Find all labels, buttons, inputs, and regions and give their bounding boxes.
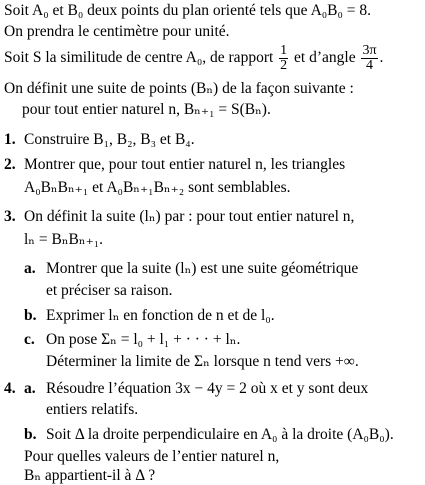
question-1-number: 1. (4, 131, 16, 148)
question-1-text: Construire B₁, B₂, B₃ et B₄. (24, 131, 195, 148)
intro-line-3-middle: et d’angle (294, 49, 356, 66)
question-3b-label: b. (24, 307, 37, 324)
fraction-three-pi-denominator: 4 (366, 57, 373, 73)
intro-line-3-end: . (379, 49, 384, 66)
intro-line-3-start: Soit S la similitude de centre A₀, de rapport (4, 49, 274, 66)
question-3-text-2: lₙ = BₙBₙ₊₁. (24, 231, 104, 248)
intro-line-2: On prendra le centimètre pour unité. (4, 23, 230, 40)
question-4b-text-1: Soit Δ la droite perpendiculaire en A₀ à la droite (A₀B₀). (46, 426, 394, 443)
question-3c-text-2: Déterminer la limite de Σₙ lorsque n tend vers +∞. (46, 353, 359, 370)
question-2-text-1: Montrer que, pour tout entier naturel n, les triangles (24, 156, 346, 173)
fraction-three-pi-over-four (361, 44, 377, 73)
question-4a-text-1: Résoudre l’équation 3x − 4y = 2 où x et y sont deux (46, 380, 369, 397)
fraction-three-pi-numerator: 3π (362, 42, 377, 58)
question-4a-text-2: entiers relatifs. (46, 401, 139, 418)
question-4a-label: a. (24, 380, 36, 397)
question-3-number: 3. (4, 208, 16, 225)
question-3a-text-2: et préciser sa raison. (46, 282, 173, 299)
intro-line-4: On définit une suite de points (Bₙ) de la façon suivante : (4, 80, 354, 97)
question-3a-label: a. (24, 260, 36, 277)
fraction-one-half-numerator: 1 (280, 42, 288, 58)
intro-line-3 (4, 43, 383, 73)
question-4b-label: b. (24, 426, 37, 443)
question-4b-text-2: Pour quelles valeurs de l’entier naturel n, (24, 448, 280, 465)
question-2-text-2: A₀BₙBₙ₊₁ et A₀Bₙ₊₁Bₙ₊₂ sont semblables. (24, 179, 291, 196)
intro-line-1: Soit A₀ et B₀ deux points du plan orienté tels que A₀B₀ = 8. (4, 2, 372, 19)
question-3c-label: c. (24, 331, 35, 348)
question-3a-text-1: Montrer que la suite (lₙ) est une suite géométrique (46, 260, 359, 277)
question-2-number: 2. (4, 156, 16, 173)
question-3b-text: Exprimer lₙ en fonction de n et de l₀. (46, 307, 275, 324)
fraction-one-half (279, 44, 288, 73)
intro-line-5: pour tout entier naturel n, Bₙ₊₁ = S(Bₙ). (22, 101, 271, 118)
question-4-number: 4. (4, 380, 16, 397)
fraction-one-half-denominator: 2 (280, 57, 288, 73)
question-4b-text-3: Bₙ appartient-il à Δ ? (24, 467, 156, 484)
question-3-text-1: On définit la suite (lₙ) par : pour tout entier naturel n, (24, 208, 355, 225)
question-3c-text-1: On pose Σₙ = l₀ + l₁ + · · · + lₙ. (46, 331, 241, 348)
